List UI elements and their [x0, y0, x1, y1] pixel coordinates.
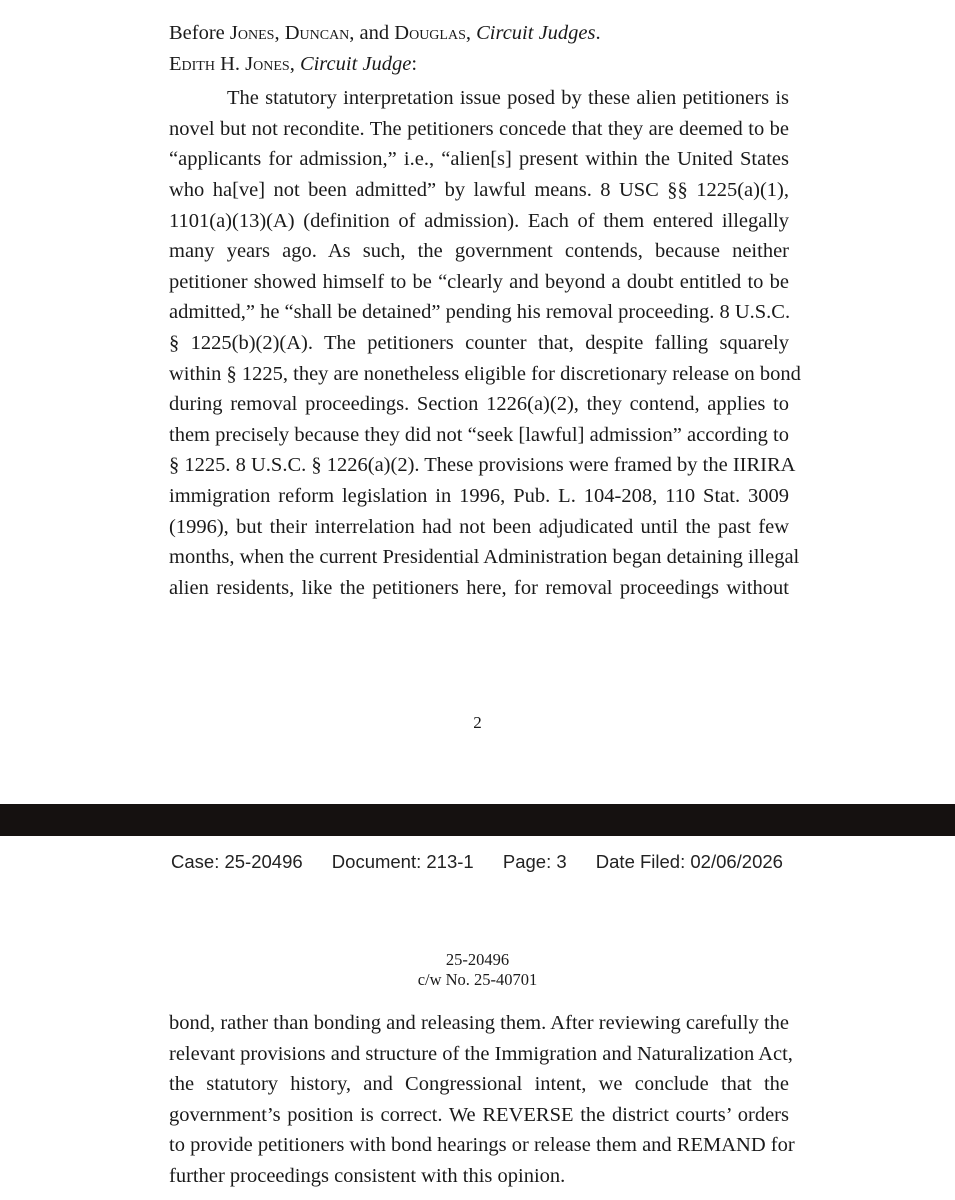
- paragraph-line: months, when the current Presidential Administration began detaining illegal: [169, 546, 800, 569]
- panel-period: .: [595, 22, 601, 44]
- paragraph-line: who ha[ve] not been admitted” by lawful means. 8 USC §§ 1225(a)(1),: [169, 178, 789, 201]
- paragraph-line: many years ago. As such, the government contends, because neither: [169, 240, 789, 263]
- paragraph-line: petitioner showed himself to be “clearly and beyond a doubt entitled to be: [169, 270, 789, 293]
- author-title: Circuit Judge: [299, 52, 412, 75]
- paragraph-line: 1101(a)(13)(A) (definition of admission). Each of them entered illegally: [169, 209, 789, 232]
- paragraph-line: alien residents, like the petitioners here, for removal proceedings without: [169, 576, 789, 599]
- paragraph-line: The statutory interpretation issue posed by these alien petitioners is: [227, 87, 789, 110]
- paragraph-line: further proceedings consistent with this opinion.: [169, 1164, 566, 1187]
- paragraph-line: “applicants for admission,” i.e., “alien[s] present within the United States: [169, 148, 789, 171]
- and-text: , and: [349, 22, 395, 44]
- docket-header: [0, 950, 955, 990]
- consolidated-case: c/w No. 25-40701: [417, 970, 538, 989]
- docket-number: 25-20496: [445, 950, 510, 969]
- document-number: Document: 213-1: [331, 851, 474, 872]
- judge-douglas: Douglas: [394, 22, 466, 44]
- paragraph-line: during removal proceedings. Section 1226(a)(2), they contend, applies to: [169, 393, 789, 416]
- author-name: Edith H. Jones: [169, 52, 290, 75]
- before-prefix: Before: [169, 22, 230, 44]
- paragraph-line: immigration reform legislation in 1996, Pub. L. 104-208, 110 Stat. 3009: [169, 484, 789, 507]
- paragraph-line: to provide petitioners with bond hearings or release them and REMAND for: [169, 1134, 795, 1157]
- paragraph-line: admitted,” he “shall be detained” pending his removal proceeding. 8 U.S.C.: [169, 301, 791, 324]
- date-filed: Date Filed: 02/06/2026: [595, 851, 783, 872]
- case-number: Case: 25-20496: [171, 851, 303, 872]
- paragraph-line: relevant provisions and structure of the Immigration and Naturalization Act,: [169, 1042, 793, 1065]
- opinion-paragraph-1: [169, 83, 801, 603]
- opinion-page-3: [169, 1008, 795, 1192]
- circuit-judges-title: Circuit Judges: [476, 22, 596, 44]
- paragraph-line: novel but not recondite. The petitioners concede that they are deemed to be: [169, 117, 789, 140]
- opinion-page-2: [169, 18, 801, 603]
- paragraph-line: government’s position is correct. We REVERSE the district courts’ orders: [169, 1103, 789, 1126]
- page-indicator: Page: 3: [502, 851, 567, 872]
- author-line: [169, 49, 789, 80]
- judge-duncan: Duncan: [284, 22, 350, 44]
- paragraph-line: bond, rather than bonding and releasing them. After reviewing carefully the: [169, 1012, 789, 1034]
- author-colon: :: [411, 52, 418, 75]
- judge-jones: Jones: [229, 22, 275, 44]
- author-comma: ,: [289, 52, 300, 75]
- page-number: 2: [473, 713, 482, 732]
- paragraph-line: the statutory history, and Congressional intent, we conclude that the: [169, 1073, 789, 1096]
- case-header: [171, 851, 783, 873]
- page-divider: [0, 804, 955, 836]
- panel-line: [169, 18, 789, 49]
- paragraph-line: (1996), but their interrelation had not been adjudicated until the past few: [169, 515, 789, 538]
- paragraph-line: within § 1225, they are nonetheless eligible for discretionary release on bond: [169, 362, 801, 385]
- paragraph-line: them precisely because they did not “seek [lawful] admission” according to: [169, 423, 789, 446]
- paragraph-line: § 1225(b)(2)(A). The petitioners counter that, despite falling squarely: [169, 331, 789, 354]
- comma-separator: ,: [274, 22, 285, 44]
- comma-separator-2: ,: [465, 22, 477, 44]
- paragraph-line: § 1225. 8 U.S.C. § 1226(a)(2). These provisions were framed by the IIRIRA: [169, 454, 796, 477]
